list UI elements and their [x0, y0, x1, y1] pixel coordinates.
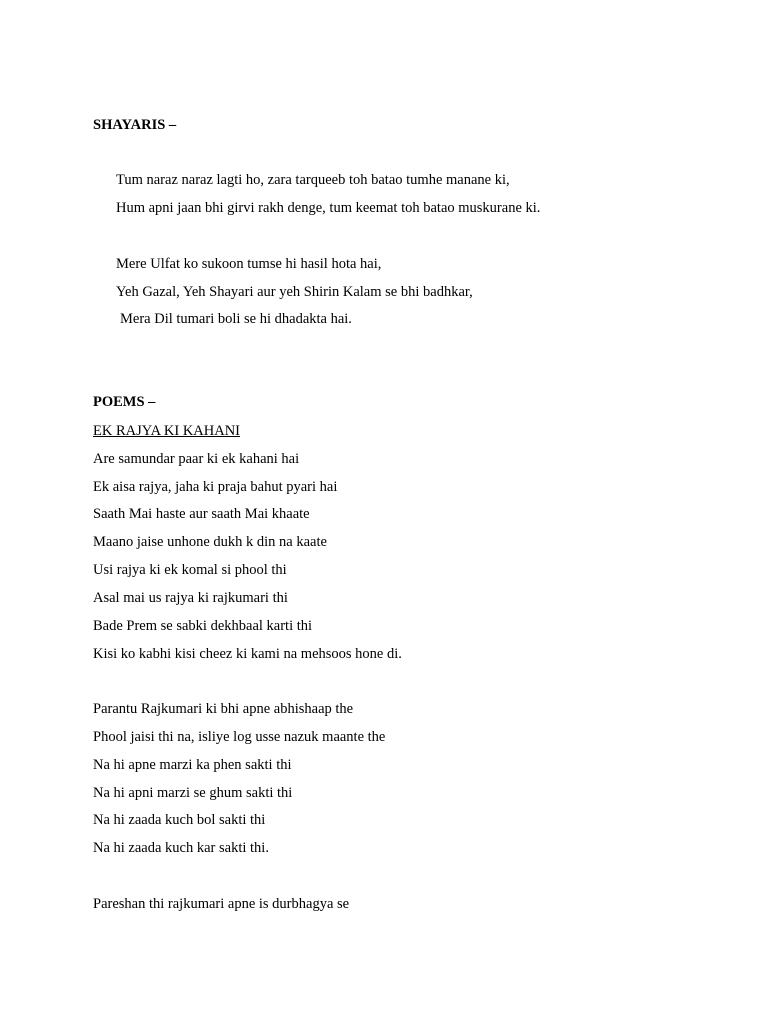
poem-line: Na hi apne marzi ka phen sakti thi [93, 757, 292, 773]
shayari-line: Mere Ulfat ko sukoon tumse hi hasil hota hai, [116, 256, 382, 272]
poem-line: Na hi apni marzi se ghum sakti thi [93, 785, 293, 801]
poem-line: Kisi ko kabhi kisi cheez ki kami na mehsoos hone di. [93, 646, 402, 662]
poem-line: Are samundar paar ki ek kahani hai [93, 451, 300, 467]
poem-line: Na hi zaada kuch bol sakti thi [93, 812, 266, 828]
poem-line: Bade Prem se sabki dekhbaal karti thi [93, 618, 313, 634]
poem-title: EK RAJYA KI KAHANI [93, 423, 241, 439]
shayaris-heading: SHAYARIS – [93, 117, 177, 133]
poem-line: Phool jaisi thi na, isliye log usse nazuk maante the [93, 729, 386, 745]
poem-line: Asal mai us rajya ki rajkumari thi [93, 590, 288, 606]
poem-line: Maano jaise unhone dukh k din na kaate [93, 534, 327, 550]
shayari-line: Tum naraz naraz lagti ho, zara tarqueeb toh batao tumhe manane ki, [116, 172, 510, 188]
poem-line: Parantu Rajkumari ki bhi apne abhishaap the [93, 701, 354, 717]
poem-line: Usi rajya ki ek komal si phool thi [93, 562, 287, 578]
poem-line: Ek aisa rajya, jaha ki praja bahut pyari hai [93, 479, 338, 495]
poems-heading: POEMS – [93, 394, 156, 410]
poem-line: Na hi zaada kuch kar sakti thi. [93, 840, 269, 856]
shayari-line: Mera Dil tumari boli se hi dhadakta hai. [120, 311, 352, 327]
poem-line: Saath Mai haste aur saath Mai khaate [93, 506, 310, 522]
shayari-line: Hum apni jaan bhi girvi rakh denge, tum keemat toh batao muskurane ki. [116, 200, 541, 216]
shayari-line: Yeh Gazal, Yeh Shayari aur yeh Shirin Kalam se bhi badhkar, [116, 284, 473, 300]
poem-line: Pareshan thi rajkumari apne is durbhagya se [93, 896, 350, 912]
